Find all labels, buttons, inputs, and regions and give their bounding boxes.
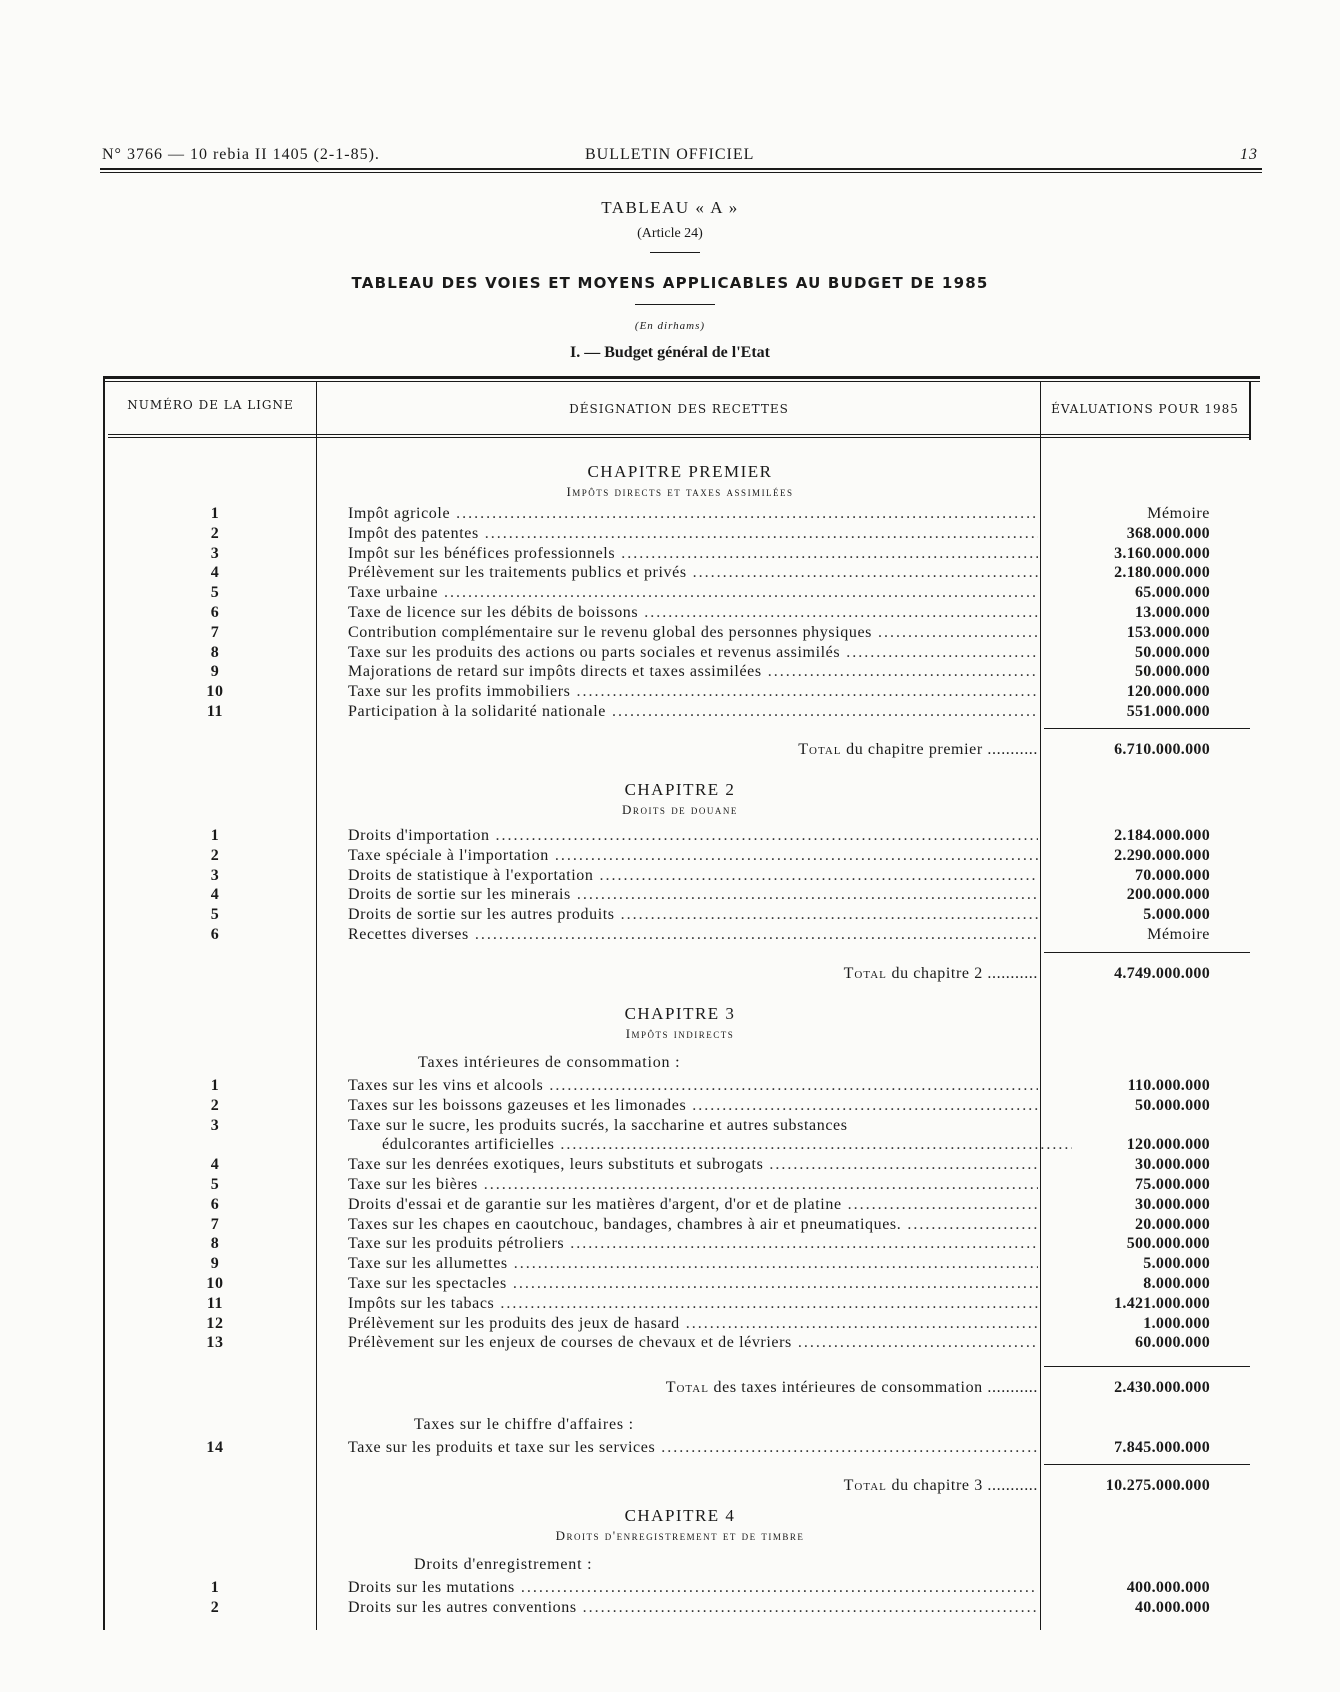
row-value: 60.000.000 xyxy=(1135,1334,1210,1352)
row-label: Droits de statistique à l'exportation ..... xyxy=(348,866,1038,886)
row-value: 400.000.000 xyxy=(1126,1579,1210,1596)
subtotal-label: Total xyxy=(665,1379,709,1396)
subtotal-rest: des taxes intérieures de consommation xyxy=(713,1379,983,1396)
table-left-border xyxy=(103,376,105,1630)
row-value: 65.000.000 xyxy=(1135,584,1210,602)
header-right-border xyxy=(1249,382,1251,440)
row-value: 3.160.000.000 xyxy=(1114,544,1210,562)
row-number: 7 xyxy=(210,623,220,641)
chapter-3-group-2: Taxes sur le chiffre d'affaires : xyxy=(414,1416,634,1433)
chapter-2-heading xyxy=(320,780,1040,818)
row-label: Impôt agricole ..... xyxy=(348,504,1038,524)
row-value: 153.000.000 xyxy=(1126,623,1210,641)
row-value: 1.000.000 xyxy=(1143,1314,1210,1332)
row-label: Droits d'importation ..... xyxy=(348,826,1038,846)
row-number: 8 xyxy=(210,643,220,661)
row-number: 5 xyxy=(210,584,220,602)
col-header-evaluations: ÉVALUATIONS POUR 1985 xyxy=(1051,402,1239,416)
row-label: Droits sur les autres conventions ..... xyxy=(348,1598,1038,1618)
row-value: 500.000.000 xyxy=(1126,1235,1210,1253)
chapter-1-heading xyxy=(320,462,1040,500)
row-label: Prélèvement sur les produits des jeux de hasard ..... xyxy=(348,1314,1038,1334)
row-number: 1 xyxy=(210,1579,220,1596)
row-label: Taxe sur les produits pétroliers ..... xyxy=(348,1234,1038,1254)
row-label: Impôts sur les tabacs ..... xyxy=(348,1294,1038,1314)
row-number: 1 xyxy=(210,505,220,522)
chapter-2-total-value: 4.749.000.000 xyxy=(1114,965,1210,982)
chapter-2-title: CHAPITRE 2 xyxy=(624,780,736,799)
row-number: 7 xyxy=(210,1215,220,1233)
row-number: 13 xyxy=(206,1334,224,1352)
header-rule-thin xyxy=(100,172,1262,173)
chapter-1-subtitle: Impôts directs et taxes assimilées xyxy=(566,484,794,499)
row-label: Taxe sur les bières ..... xyxy=(348,1175,1038,1195)
header-bottom-rule-2 xyxy=(108,437,1250,438)
chapter-3-subtotal-rule xyxy=(1044,1366,1250,1367)
chapter-4-heading xyxy=(320,1506,1040,1544)
row-number: 9 xyxy=(210,1255,220,1273)
main-title: TABLEAU DES VOIES ET MOYENS APPLICABLES AU BUDGET DE 1985 xyxy=(351,274,989,292)
row-label: Taxe sur les produits et taxe sur les services ..... xyxy=(348,1438,1038,1458)
row-label: Taxes sur les boissons gazeuses et les limonades ..... xyxy=(348,1096,1038,1116)
row-value: 110.000.000 xyxy=(1127,1077,1210,1094)
row-number: 11 xyxy=(206,1294,224,1312)
row-label: Prélèvement sur les enjeux de courses de chevaux et de lévriers ..... xyxy=(348,1333,1038,1353)
table-top-rule xyxy=(103,376,1260,379)
row-label: édulcorantes artificielles ..... xyxy=(382,1135,1072,1155)
total-label: Total xyxy=(843,965,887,982)
row-number: 4 xyxy=(210,886,220,904)
chapter-3-group-1: Taxes intérieures de consommation : xyxy=(418,1054,681,1071)
row-value: 30.000.000 xyxy=(1135,1195,1210,1213)
row-value: 50.000.000 xyxy=(1135,1096,1210,1114)
row-number: 3 xyxy=(210,544,220,562)
chapter-4-group-1: Droits d'enregistrement : xyxy=(414,1556,593,1573)
unit-note: (En dirhams) xyxy=(634,320,706,332)
row-label: Taxe sur le sucre, les produits sucrés, la saccharine et autres substances xyxy=(348,1116,848,1134)
row-value: 5.000.000 xyxy=(1143,906,1210,924)
row-label: Taxe spéciale à l'importation ..... xyxy=(348,846,1038,866)
row-value: 40.000.000 xyxy=(1135,1599,1210,1616)
row-value: 8.000.000 xyxy=(1143,1275,1210,1292)
row-number: 2 xyxy=(210,524,220,542)
row-value: 75.000.000 xyxy=(1135,1176,1210,1193)
row-number: 3 xyxy=(210,866,220,884)
section-title: I. — Budget général de l'Etat xyxy=(570,344,770,361)
row-label: Impôt des patentes ..... xyxy=(348,524,1038,544)
row-value: 7.845.000.000 xyxy=(1114,1439,1210,1456)
chapter-3-subtitle: Impôts indirects xyxy=(625,1026,735,1041)
total-rest: du chapitre 2 xyxy=(891,965,983,982)
row-number: 2 xyxy=(210,846,220,864)
total-rest: du chapitre 3 xyxy=(891,1477,983,1494)
tableau-title: TABLEAU « A » xyxy=(601,198,739,217)
row-number: 11 xyxy=(206,703,224,720)
row-number: 4 xyxy=(210,564,220,582)
page-number: 13 xyxy=(1240,146,1258,163)
row-value: 2.180.000.000 xyxy=(1114,564,1210,582)
total-label: Total xyxy=(798,741,842,758)
row-value: 50.000.000 xyxy=(1135,643,1210,661)
col-header-designation: DÉSIGNATION DES RECETTES xyxy=(569,402,789,416)
row-value: 30.000.000 xyxy=(1135,1156,1210,1174)
row-label: Recettes diverses ..... xyxy=(348,925,1038,945)
row-number: 2 xyxy=(210,1096,220,1114)
row-value: 13.000.000 xyxy=(1135,604,1210,621)
row-label: Majorations de retard sur impôts directs et taxes assimilées ..... xyxy=(348,662,1038,682)
title-divider-2 xyxy=(635,304,715,305)
row-number: 10 xyxy=(206,683,224,701)
col-divider-2 xyxy=(1040,382,1041,1630)
row-number: 10 xyxy=(206,1275,224,1292)
row-value: 200.000.000 xyxy=(1126,886,1210,904)
row-value: 2.290.000.000 xyxy=(1114,846,1210,864)
chapter-3-subtotal-value: 2.430.000.000 xyxy=(1114,1379,1210,1396)
chapter-3-heading xyxy=(320,1004,1040,1042)
chapter-1-total-value: 6.710.000.000 xyxy=(1114,741,1210,758)
row-label: Taxe sur les allumettes ..... xyxy=(348,1254,1038,1274)
row-label: Impôt sur les bénéfices professionnels ..... xyxy=(348,544,1038,564)
chapter-1-total-rule xyxy=(1044,728,1250,729)
row-value: 5.000.000 xyxy=(1143,1255,1210,1273)
chapter-3-title: CHAPITRE 3 xyxy=(624,1004,736,1023)
row-label: Contribution complémentaire sur le revenu global des personnes physiques ..... xyxy=(348,623,1038,643)
row-label: Taxe de licence sur les débits de boissons ..... xyxy=(348,603,1038,623)
col-header-numero: NUMÉRO DE LA LIGNE xyxy=(127,398,294,412)
row-label: Droits sur les mutations ..... xyxy=(348,1578,1038,1598)
row-value: Mémoire xyxy=(1147,926,1210,943)
article-ref: (Article 24) xyxy=(637,226,703,241)
row-value: 2.184.000.000 xyxy=(1114,827,1210,844)
row-label: Droits d'essai et de garantie sur les matières d'argent, d'or et de platine ..... xyxy=(348,1195,1038,1215)
row-label: Taxe sur les profits immobiliers ..... xyxy=(348,682,1038,702)
row-value: 1.421.000.000 xyxy=(1114,1294,1210,1312)
publication-title: BULLETIN OFFICIEL xyxy=(585,146,755,163)
row-number: 8 xyxy=(210,1235,220,1253)
row-number: 5 xyxy=(210,906,220,924)
row-label: Taxe urbaine ..... xyxy=(348,583,1038,603)
chapter-3-total-value: 10.275.000.000 xyxy=(1105,1477,1210,1494)
row-value: 70.000.000 xyxy=(1135,866,1210,884)
row-value: Mémoire xyxy=(1147,505,1210,522)
row-label: Droits de sortie sur les autres produits ..... xyxy=(348,905,1038,925)
table-top-rule-thin xyxy=(103,381,1260,382)
row-number: 6 xyxy=(210,926,220,943)
row-number: 3 xyxy=(210,1116,220,1134)
row-label: Taxe sur les denrées exotiques, leurs substituts et subrogats ..... xyxy=(348,1155,1038,1175)
row-value: 50.000.000 xyxy=(1135,663,1210,681)
chapter-1-title: CHAPITRE PREMIER xyxy=(587,462,773,481)
chapter-2-total-rule xyxy=(1044,952,1250,953)
row-number: 9 xyxy=(210,663,220,681)
row-value: 120.000.000 xyxy=(1126,683,1210,701)
chapter-4-title: CHAPITRE 4 xyxy=(624,1506,736,1525)
col-divider-1 xyxy=(316,382,317,1630)
row-value: 120.000.000 xyxy=(1126,1136,1210,1154)
row-number: 1 xyxy=(210,827,220,844)
row-value: 368.000.000 xyxy=(1126,524,1210,542)
row-label: Taxes sur les vins et alcools ..... xyxy=(348,1076,1038,1096)
total-label: Total xyxy=(843,1477,887,1494)
row-number: 6 xyxy=(210,604,220,621)
row-number: 1 xyxy=(210,1077,220,1094)
row-label: Droits de sortie sur les minerais ..... xyxy=(348,885,1038,905)
row-label: Prélèvement sur les traitements publics et privés ..... xyxy=(348,563,1038,583)
header-rule xyxy=(100,168,1262,170)
row-label: Taxe sur les produits des actions ou parts sociales et revenus assimilés ..... xyxy=(348,643,1038,663)
row-label: Taxes sur les chapes en caoutchouc, bandages, chambres à air et pneumatiques. ..... xyxy=(348,1215,1038,1235)
row-value: 20.000.000 xyxy=(1135,1215,1210,1233)
row-number: 4 xyxy=(210,1156,220,1174)
header-bottom-rule xyxy=(108,434,1250,435)
row-number: 14 xyxy=(206,1439,224,1456)
row-label: Taxe sur les spectacles ..... xyxy=(348,1274,1038,1294)
row-number: 5 xyxy=(210,1176,220,1193)
row-number: 6 xyxy=(210,1195,220,1213)
chapter-2-subtitle: Droits de douane xyxy=(622,802,738,817)
issue-reference: N° 3766 — 10 rebia II 1405 (2-1-85). xyxy=(102,146,380,163)
total-rest: du chapitre premier xyxy=(846,741,983,758)
chapter-3-total-rule xyxy=(1044,1464,1250,1465)
row-label: Participation à la solidarité nationale ..... xyxy=(348,702,1038,722)
chapter-4-subtitle: Droits d'enregistrement et de timbre xyxy=(555,1528,805,1543)
row-value: 551.000.000 xyxy=(1126,703,1210,720)
title-divider xyxy=(650,252,700,253)
row-number: 12 xyxy=(206,1314,224,1332)
row-number: 2 xyxy=(210,1599,220,1616)
